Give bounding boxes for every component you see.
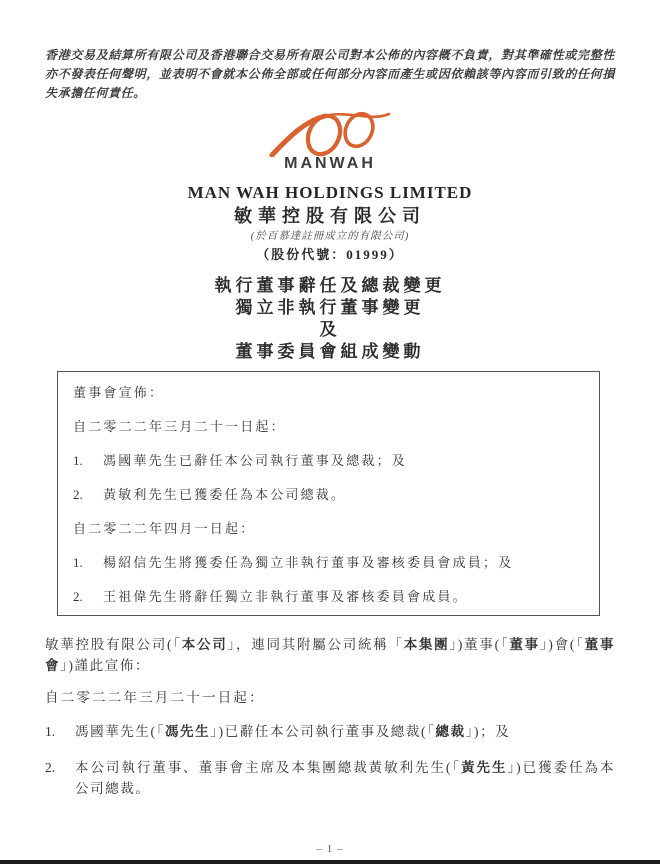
page-number: – 1 – (316, 843, 344, 855)
box-date-line-1: 自二零二二年三月二十一日起： (73, 419, 286, 434)
box-list-item (73, 555, 584, 571)
incorporation-note: (於百慕達註冊成立的有限公司) (250, 231, 410, 242)
page-bottom-bar (0, 860, 660, 864)
box-list-item (73, 589, 584, 605)
body-intro-paragraph: 敏華控股有限公司(「本公司」，連同其附屬公司統稱「本集團」)董事(「董事」)會(「董事會」)謹此宣佈： (45, 637, 616, 673)
brand-wordmark: MANWAH (284, 155, 376, 172)
company-name-chinese: 敏華控股有限公司 (234, 206, 426, 226)
company-logo (45, 111, 615, 173)
title-line-4: 董事委員會組成變動 (235, 342, 425, 361)
title-line-2: 獨立非執行董事變更 (235, 298, 425, 317)
item-number: 2. (73, 487, 83, 502)
manwah-swirl-icon (267, 111, 393, 157)
hkex-disclaimer: 香港交易及結算所有限公司及香港聯合交易所有限公司對本公佈的內容概不負責，對其準確性或完整性亦不發表任何聲明，並表明不會就本公佈全部或任何部分內容而產生或因依賴該等內容而引致的任何損失承擔任何責任。 (45, 48, 615, 100)
item-number: 1. (73, 453, 83, 468)
title-line-3: 及 (319, 320, 341, 339)
title-line-1: 執行董事辭任及總裁變更 (214, 276, 446, 295)
board-announcement-box (57, 371, 600, 616)
item-number: 1. (45, 724, 56, 739)
item-text: 本公司執行董事、董事會主席及本集團總裁黃敏利先生(「黃先生」)已獲委任為本公司總裁。 (75, 760, 615, 796)
announcement-title (45, 275, 615, 363)
stock-code: （股份代號：01999） (256, 247, 404, 262)
item-text: 黃敏利先生已獲委任為本公司總裁。 (103, 487, 347, 502)
company-name-english: MAN WAH HOLDINGS LIMITED (187, 183, 473, 202)
item-text: 馮國華先生(「馮先生」)已辭任本公司執行董事及總裁(「總裁」)；及 (75, 724, 511, 739)
box-list-item (73, 453, 584, 469)
item-text: 楊紹信先生將獲委任為獨立非執行董事及審核委員會成員；及 (103, 555, 514, 570)
box-intro: 董事會宣佈： (73, 385, 165, 400)
item-number: 1. (73, 555, 83, 570)
body-date-line: 自二零二二年三月二十一日起： (45, 690, 265, 705)
item-text: 王祖偉先生將辭任獨立非執行董事及審核委員會成員。 (103, 589, 468, 604)
item-number: 2. (73, 589, 83, 604)
item-number: 2. (45, 760, 56, 775)
item-text: 馮國華先生已辭任本公司執行董事及總裁；及 (103, 453, 408, 468)
body-list-item (45, 757, 615, 799)
box-date-line-2: 自二零二二年四月一日起： (73, 521, 256, 536)
body-list-item (45, 721, 615, 742)
box-list-item (73, 487, 584, 503)
